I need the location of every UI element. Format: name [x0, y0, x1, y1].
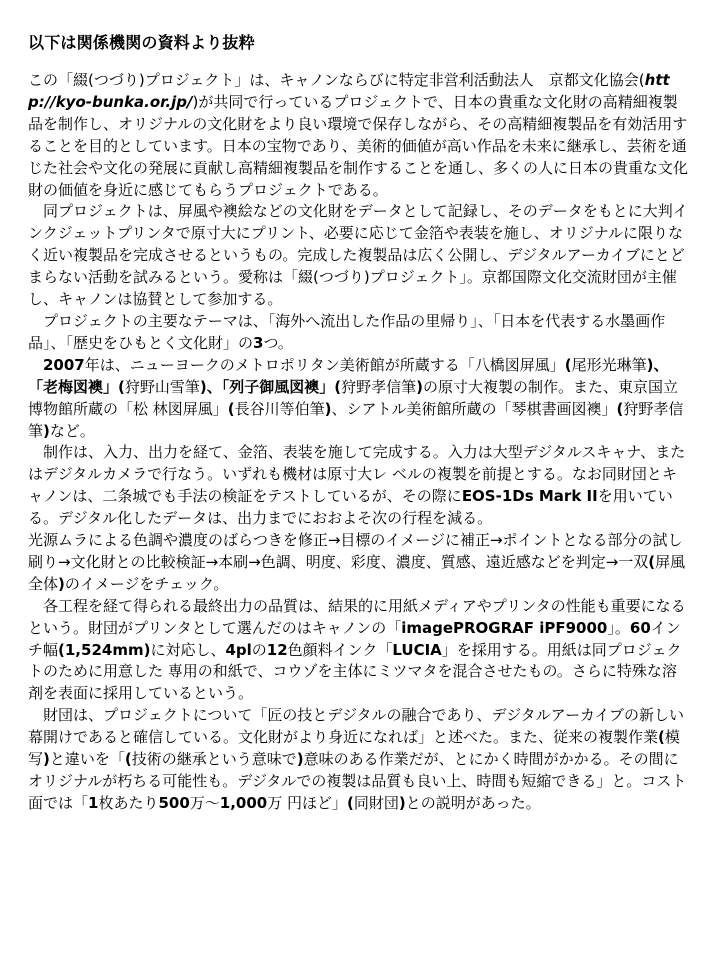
p4-g: 狩野山雪筆: [124, 377, 200, 396]
p7-a: 各工程を経て得られる最終出力の品質は、結果的に用紙メディアやプリンタの性能も重要になるという。財団がプリンタとして選んだのはキャノンの「: [28, 596, 686, 637]
p7-j: 」を採用する。用紙は同プロジェクトのために用意した 専用の和紙で、コウゾを主体にミツマタを混合させたもの。さらに特殊な溶剤を表面に採用しているという。: [28, 640, 682, 703]
p4-h: ): [199, 377, 207, 396]
p4-b: (: [564, 355, 572, 374]
p7-g: の: [251, 640, 267, 659]
p8-b: (: [658, 728, 665, 747]
p7-c: インチ幅: [28, 618, 681, 659]
p8-f: (: [124, 750, 132, 769]
paragraph-8: [28, 705, 688, 815]
p8-l: 500: [158, 793, 190, 812]
p8-c: 模写: [28, 728, 680, 769]
ink-name: LUCIA: [392, 640, 442, 659]
paragraph-5: [28, 442, 688, 530]
p8-j: 1: [88, 793, 99, 812]
document-heading: 以下は関係機関の資料より抜粋: [28, 33, 255, 52]
theme-count: 3: [253, 333, 264, 352]
p8-i: 意味のある作業だが、とにかく時間がかかる。その間にオリジナルが朽ちる可能性も。デジタルでの複製は品質も良い上、時間も短縮できる」と。コスト面では「: [28, 750, 687, 812]
p4-n: (: [227, 399, 235, 418]
p4-k: 狩野孝信筆: [341, 377, 417, 396]
kyo-bunka-url: http://kyo-bunka.or.jp/: [28, 71, 670, 111]
p4-o: 長谷川等伯筆: [234, 399, 325, 418]
p4-m: の原寸大複製の制作。また、東京国立博物館所蔵の「松 林図屏風」: [28, 377, 679, 418]
p8-n: 1,000: [219, 793, 268, 812]
p6-d: ): [58, 574, 65, 593]
p4-j: (: [334, 377, 342, 396]
p8-o: 万 円ほど」: [267, 793, 348, 812]
p4-s: 狩野孝信筆: [28, 399, 684, 440]
p6-c: 屏風全体: [28, 552, 686, 593]
p5-a: 制作は、入力、出力を経て、金箔、表装を施して完成する。入力は大型デジタルスキャナ、またはデジタルカメラで行なう。いずれも機材は原寸大レ ベルの複製を前提とする。なお同財団とキャノンは、二条城でも手法の検証をテストしているが、その際に: [28, 443, 686, 506]
p7-b: 」。: [607, 618, 630, 637]
p4-q: 、シアトル美術館所蔵の「琴棋書画図襖」: [331, 399, 617, 418]
p4-f: (: [118, 377, 125, 396]
paragraph-4: [28, 355, 688, 443]
p4-c: 尾形光琳筆: [571, 355, 647, 374]
p8-p: (: [347, 793, 354, 812]
paragraph-3: [28, 311, 688, 355]
printer-model: imagePROGRAF iPF9000: [401, 618, 608, 637]
p4-l: ): [416, 377, 423, 396]
document-body: [28, 70, 688, 815]
p5-b: を用いている。デジタル化したデータは、出力までにおおよそ次の行程を減る。: [28, 487, 673, 528]
p4-u: など。: [49, 421, 95, 440]
paragraph-3-text-c: つ。: [263, 333, 293, 352]
p4-a: 年は、ニューヨークのメトロポリタン美術館が所蔵する「八橋図屏風」: [84, 355, 565, 374]
camera-model: EOS-1Ds Mark II: [461, 487, 598, 506]
paragraph-1-text-a: この「綴(つづり)プロジェクト」は、キャノンならびに特定非営利活動法人 京都文化協会(: [28, 71, 645, 89]
p8-r: ): [398, 793, 406, 812]
paragraph-1: [28, 70, 688, 201]
p8-a: 財団は、プロジェクトについて「匠の技とデジタルの融合であり、デジタルアーカイブの新しい幕開けであると確信している。文化財がより身近になれば」と述べた。また、従来の複製作業: [28, 706, 684, 747]
paragraph-7: [28, 596, 688, 706]
p8-m: 万〜: [189, 793, 220, 812]
p8-d: ): [43, 750, 50, 769]
width-mm: (1,524mm): [58, 640, 151, 659]
p6-e: のイメージをチェック。: [64, 574, 229, 593]
paragraph-1-text-b: )が共同で行っているプロジェクトで、日本の貴重な文化財の高精細複製品を制作し、オリジナルの文化財をより良い環境で保存しながら、その高精細複製品を有効活用することを目的としています。日本の宝物であり、美術的価値が高い作品を未来に継承し、芸術を通じた社会や文化の発展に貢献し高精細複製品を制作することを通し、多くの人に日本の貴重な文化財の価値を身近に感じてもらうプロジェクトである。: [28, 92, 689, 199]
paragraph-6: [28, 530, 688, 596]
p4-e: 、「老梅図襖」: [28, 355, 669, 396]
p4-t: ): [43, 421, 50, 440]
p4-i: 、「列子御風図襖」: [206, 377, 335, 396]
p7-i: 色顔料インク「: [287, 640, 393, 659]
p4-d: ): [646, 355, 654, 374]
p8-q: 同財団: [353, 793, 399, 812]
year-2007: 2007: [43, 355, 85, 374]
ink-droplet: 4pl: [225, 640, 252, 659]
p8-s: との説明があった。: [405, 793, 541, 812]
paragraph-3-text-a: プロジェクトの主要なテーマは、「海外へ流出した作品の里帰り」、「日本を代表する水墨画作品」、「歴史をひもとく文化財」の: [28, 311, 666, 352]
p8-g: 技術の継承という意味で: [131, 750, 297, 769]
p8-h: ): [296, 750, 304, 769]
paragraph-2: 同プロジェクトは、屏風や襖絵などの文化財をデータとして記録し、そのデータをもとに大判インクジェットプリンタで原寸大にプリント、必要に応じて金箔や表装を施し、オリジナルに限りなく近い複製品を完成させるというもの。完成した複製品は広く公開し、デジタルアーカイブにとどまらない活動を試みるという。愛称は「綴(つづり)プロジェクト」。京都国際文化交流財団が主催し、キャノンは協賛として参加する。: [28, 202, 688, 309]
p8-e: と違いを「: [49, 750, 125, 769]
ink-colors: 12: [266, 640, 288, 659]
p6-b: (: [648, 552, 656, 571]
width-inches: 60: [629, 618, 651, 637]
p6-a: 光源ムラによる色調や濃度のばらつきを修正→目標のイメージに補正→ポイントとなる部分の試し刷り→文化財との比較検証→本刷→色調、明度、彩度、濃度、質感、遠近感などを判定→一双: [28, 531, 683, 571]
p7-e: に対応し、: [150, 640, 226, 659]
p8-k: 枚あたり: [98, 793, 159, 812]
p4-p: ): [324, 399, 332, 418]
p4-r: (: [616, 399, 624, 418]
